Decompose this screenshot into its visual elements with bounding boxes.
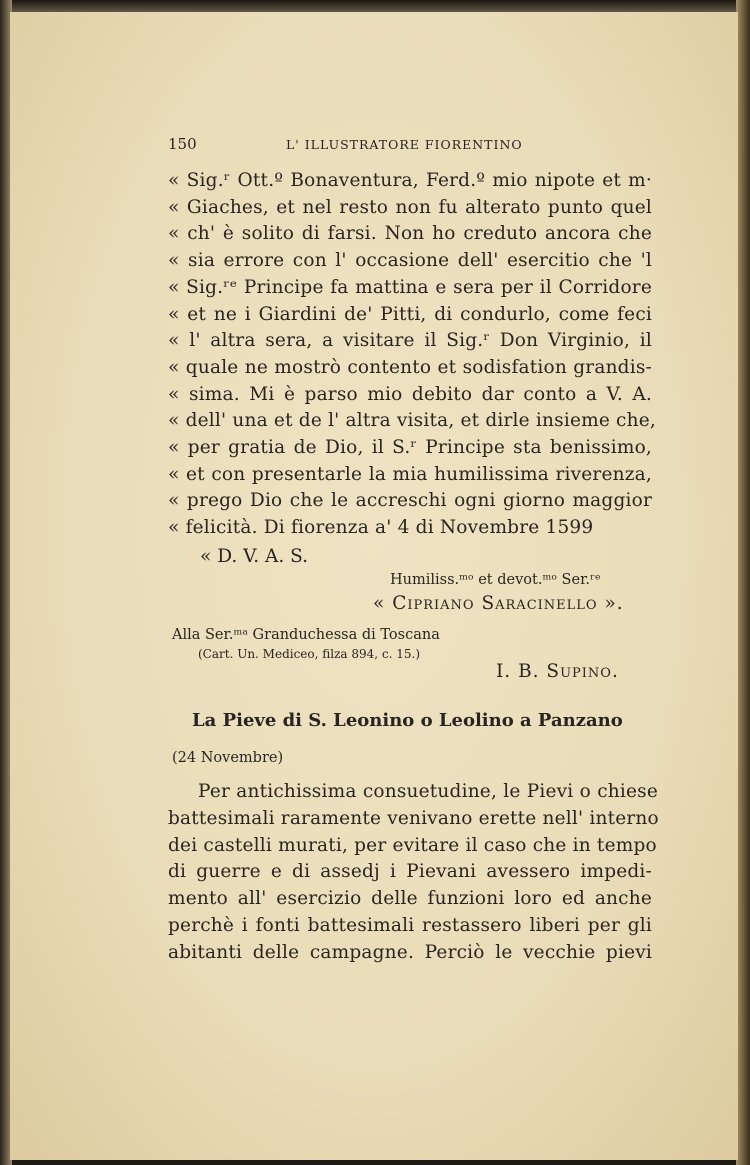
letter-line: « l' altra sera, a visitare il Sig.ʳ Don Virginio, il (168, 330, 652, 352)
author: I. B. Supino. (496, 661, 619, 682)
letter-line: « ch' è solito di farsi. Non ho creduto ancora che (168, 223, 652, 245)
letter-line: « Giaches, et nel resto non fu alterato punto quel (168, 196, 652, 218)
article-line: dei castelli murati, per evitare il caso che in tempo (168, 834, 657, 856)
letter-line: « felicità. Di fiorenza a' 4 di Novembre 1599 (168, 517, 594, 539)
article-title: La Pieve di S. Leonino o Leolino a Panzano (192, 710, 623, 731)
article-line: Per antichissima consuetudine, le Pievi o chiese (198, 781, 658, 802)
scan-right-edge (736, 0, 750, 1165)
article-line: battesimali raramente venivano erette nell' interno (168, 807, 659, 829)
running-title: L' ILLUSTRATORE FIORENTINO (286, 137, 523, 152)
letter-line: « et con presentarle la mia humilissima riverenza, (168, 463, 652, 485)
archive-source: (Cart. Un. Mediceo, filza 894, c. 15.) (198, 647, 421, 661)
letter-line: « per gratia de Dio, il S.ʳ Principe sta benissimo, (168, 437, 652, 458)
article-line: mento all' esercizio delle funzioni loro ed anche (168, 888, 652, 910)
letter-line: « sia errore con l' occasione dell' esercitio che 'l (168, 250, 652, 272)
article-line: abitanti delle campagne. Perciò le vecchie pievi (168, 941, 652, 963)
letter-line: « dell' una et de l' altra visita, et dirle insieme che, (168, 410, 656, 432)
letter-line: « prego Dio che le accreschi ogni giorno maggior (168, 490, 652, 512)
letter-line: « et ne i Giardini de' Pitti, di condurlo, come feci (168, 303, 652, 325)
letter-line: « quale ne mostrò contento et sodisfation grandis- (168, 356, 652, 378)
salutation: « D. V. A. S. (200, 546, 309, 567)
signoff: Humiliss.ᵐᵒ et devot.ᵐᵒ Ser.ʳᵉ (390, 572, 601, 588)
article-date: (24 Novembre) (172, 750, 284, 766)
address: Alla Ser.ᵐᵃ Granduchessa di Toscana (172, 627, 440, 643)
letter-line: « Sig.ʳ Ott.º Bonaventura, Ferd.º mio nipote et m· (168, 170, 652, 191)
signature: « Cipriano Saracinello ». (373, 593, 624, 614)
page-number: 150 (168, 135, 197, 153)
article-line: di guerre e di assedj i Pievani avessero impedi- (168, 861, 652, 883)
letter-line: « sima. Mi è parso mio debito dar conto a V. A. (168, 383, 652, 405)
article-line: perchè i fonti battesimali restassero liberi per gli (168, 915, 652, 936)
letter-line: « Sig.ʳᵉ Principe fa mattina e sera per il Corridore (168, 276, 652, 298)
